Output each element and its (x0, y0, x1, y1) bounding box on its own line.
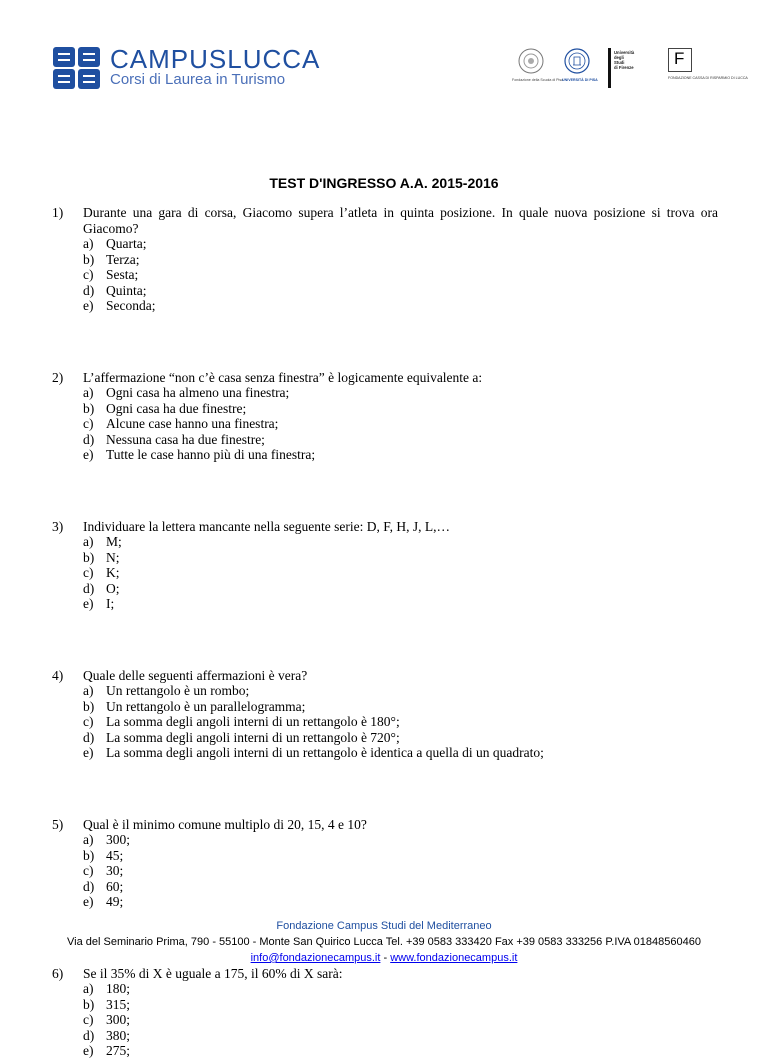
answer-option (52, 863, 718, 879)
unifi-line: Studi (614, 60, 625, 65)
option-text: 380; (106, 1027, 131, 1043)
answer-option (52, 1028, 718, 1044)
option-text: Sesta; (106, 267, 139, 282)
option-text: O; (106, 580, 120, 596)
option-text: Ogni casa ha due finestre; (106, 400, 247, 416)
unifi-text (614, 50, 634, 70)
website-link[interactable]: www.fondazionecampus.it (390, 952, 518, 964)
partner-logos (512, 46, 748, 90)
option-letter: c) (83, 267, 94, 282)
option-letter: e) (83, 596, 94, 611)
option-letter: b) (83, 847, 95, 863)
campus-logo-mark-icon (52, 46, 102, 90)
answer-option (52, 447, 718, 463)
option-letter: e) (83, 1043, 94, 1058)
question-number: 4) (52, 667, 64, 683)
footer-address: Via del Seminario Prima, 790 - 55100 - Monte San Quirico Lucca Tel. +39 0583 333420 Fax +39 0583 333256 P.IVA 01848560460 (67, 936, 701, 948)
option-text: 30; (106, 863, 124, 878)
fbox-caption: FONDAZIONE CASSA DI RISPARMIO DI LUCCA (668, 76, 748, 80)
question (52, 370, 718, 463)
answer-option (52, 699, 718, 715)
option-letter: d) (83, 282, 95, 298)
question-text: L’affermazione “non c’è casa senza finestra” è logicamente equivalente a: (83, 369, 483, 385)
option-letter: a) (83, 981, 94, 996)
answer-option (52, 550, 718, 566)
unifi-logo (608, 46, 656, 90)
answer-option (52, 596, 718, 612)
question-text: Qual è il minimo comune multiplo di 20, 15, 4 e 10? (83, 816, 367, 832)
footer-separator: - (380, 952, 391, 964)
logo-subtitle: Corsi di Laurea in Turismo (110, 71, 286, 88)
option-letter: d) (83, 729, 95, 745)
option-letter: d) (83, 580, 95, 596)
fbox-letter: F (674, 49, 685, 68)
answer-option (52, 683, 718, 699)
option-letter: d) (83, 878, 95, 894)
option-text: 300; (106, 832, 131, 847)
question-number: 3) (52, 518, 64, 534)
option-letter: a) (83, 534, 94, 549)
universita-pisa-seal-icon (564, 48, 590, 74)
option-text: Seconda; (106, 298, 156, 313)
unifi-line: degli (614, 55, 624, 60)
seal2-caption: UNIVERSITÀ DI PISA (562, 78, 598, 82)
answer-option (52, 832, 718, 848)
question (52, 817, 718, 910)
answer-option (52, 534, 718, 550)
answer-option (52, 581, 718, 597)
question-text: Durante una gara di corsa, Giacomo supera l’atleta in quinta posizione. In quale nuova posizione si trova ora Giacomo? (83, 205, 718, 236)
question (52, 205, 718, 314)
option-text: 300; (106, 1012, 131, 1027)
option-text: K; (106, 565, 120, 580)
answer-option (52, 745, 718, 761)
option-text: La somma degli angoli interni di un rettangolo è 180°; (106, 714, 400, 729)
option-letter: d) (83, 1027, 95, 1043)
answer-option (52, 714, 718, 730)
question-number: 5) (52, 816, 64, 832)
answer-option (52, 236, 718, 252)
answer-option (52, 432, 718, 448)
logo-name: CAMPUSLUCCA (110, 44, 321, 74)
seal1-caption: Fondazione della Scuola di Pisa (512, 78, 564, 82)
option-text: Quinta; (106, 282, 147, 298)
option-text: 49; (106, 894, 124, 909)
question-row (52, 205, 718, 236)
answer-option (52, 283, 718, 299)
option-text: Tutte le case hanno più di una finestra; (106, 447, 316, 462)
answer-option (52, 298, 718, 314)
answer-option (52, 252, 718, 268)
campuslucca-logo (52, 44, 321, 96)
answer-option (52, 981, 718, 997)
option-text: 60; (106, 878, 124, 894)
answer-option (52, 267, 718, 283)
answer-option (52, 416, 718, 432)
page-title: TEST D'INGRESSO A.A. 2015-2016 (269, 175, 499, 191)
question-text: Individuare la lettera mancante nella seguente serie: D, F, H, J, L,… (83, 518, 451, 534)
option-text: 180; (106, 981, 131, 996)
footer-links (0, 950, 768, 966)
option-text: Terza; (106, 251, 140, 267)
page-footer (0, 918, 768, 966)
answer-option (52, 848, 718, 864)
option-letter: a) (83, 683, 94, 698)
option-letter: e) (83, 894, 94, 909)
option-letter: a) (83, 385, 94, 400)
question-row (52, 668, 718, 684)
question-number: 2) (52, 369, 64, 385)
option-letter: b) (83, 549, 95, 565)
question (52, 668, 718, 761)
fondazione-seal-icon (518, 48, 544, 74)
answer-option (52, 894, 718, 910)
unifi-line: di Firenze (614, 65, 634, 70)
answer-option (52, 1043, 718, 1059)
option-text: N; (106, 549, 120, 565)
option-letter: a) (83, 832, 94, 847)
option-letter: c) (83, 863, 94, 878)
question (52, 519, 718, 612)
option-letter: e) (83, 447, 94, 462)
option-text: 315; (106, 996, 131, 1012)
option-letter: b) (83, 698, 95, 714)
option-text: Quarta; (106, 236, 147, 251)
option-letter: c) (83, 1012, 94, 1027)
option-text: Ogni casa ha almeno una finestra; (106, 385, 290, 400)
option-letter: b) (83, 996, 95, 1012)
answer-option (52, 565, 718, 581)
option-letter: d) (83, 431, 95, 447)
answer-option (52, 730, 718, 746)
question-text: Quale delle seguenti affermazioni è vera? (83, 667, 308, 683)
question (52, 966, 718, 1059)
option-text: M; (106, 534, 122, 549)
question-row (52, 519, 718, 535)
question-row (52, 370, 718, 386)
unifi-bar (608, 48, 611, 88)
page-header (52, 44, 748, 96)
option-text: La somma degli angoli interni di un rettangolo è identica a quella di un quadrato; (106, 745, 544, 760)
question-number: 6) (52, 965, 64, 981)
option-letter: a) (83, 236, 94, 251)
fondazione-cassa-logo (668, 46, 748, 90)
option-text: Un rettangolo è un rombo; (106, 683, 250, 698)
option-letter: c) (83, 416, 94, 431)
answer-option (52, 385, 718, 401)
footer-org: Fondazione Campus Studi del Mediterraneo (276, 920, 492, 932)
answer-option (52, 879, 718, 895)
question-number: 1) (52, 205, 64, 220)
answer-option (52, 401, 718, 417)
option-text: I; (106, 596, 115, 611)
option-text: 45; (106, 847, 124, 863)
email-link[interactable]: info@fondazionecampus.it (250, 952, 381, 964)
option-letter: e) (83, 745, 94, 760)
option-text: Alcune case hanno una finestra; (106, 416, 279, 431)
unifi-line: Università (614, 50, 635, 55)
option-text: La somma degli angoli interni di un rettangolo è 720°; (106, 729, 400, 745)
question-row (52, 966, 718, 982)
option-letter: c) (83, 565, 94, 580)
question-text: Se il 35% di X è uguale a 175, il 60% di X sarà: (83, 965, 343, 981)
option-letter: e) (83, 298, 94, 313)
option-text: Un rettangolo è un parallelogramma; (106, 698, 306, 714)
answer-option (52, 997, 718, 1013)
option-letter: b) (83, 251, 95, 267)
option-text: Nessuna casa ha due finestre; (106, 431, 265, 447)
option-letter: b) (83, 400, 95, 416)
question-row (52, 817, 718, 833)
option-letter: c) (83, 714, 94, 729)
answer-option (52, 1012, 718, 1028)
option-text: 275; (106, 1043, 131, 1058)
